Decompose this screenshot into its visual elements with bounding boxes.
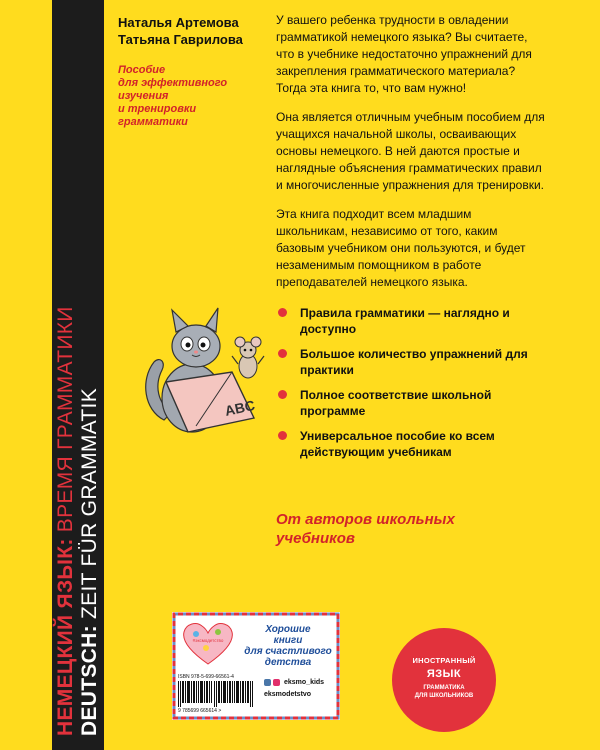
spine-title-russian-bold: НЕМЕЦКИЙ ЯЗЫК: — [54, 538, 77, 736]
spine-title-german — [78, 388, 102, 736]
heart-tag: #эксмодетство — [192, 638, 224, 643]
feature-item — [274, 428, 544, 460]
barcode-number: 9 785699 665614 > — [178, 708, 222, 714]
social-links — [264, 676, 338, 698]
author-name: Наталья Артемова — [118, 15, 239, 30]
spine-title-german-bold: DEUTSCH: — [78, 625, 101, 736]
subtitle-line: для эффективного — [118, 77, 228, 89]
spine-title-russian-light: ВРЕМЯ ГРАММАТИКИ — [54, 306, 77, 539]
bullet-dot-icon — [278, 308, 287, 317]
author-name: Татьяна Гаврилова — [118, 32, 243, 47]
feature-item — [274, 387, 544, 419]
social-site: eksmodetstvo — [264, 691, 312, 698]
sticker-tagline — [242, 624, 334, 668]
subtitle-line: Пособие — [118, 64, 166, 76]
barcode-block — [178, 674, 258, 716]
from-authors-tagline: От авторов школьных учебников — [276, 511, 455, 547]
book-subtitle — [118, 64, 258, 129]
bullet-dot-icon — [278, 431, 287, 440]
publisher-sticker — [172, 612, 340, 720]
subtitle-line: изучения — [118, 90, 169, 102]
cat-mouse-illustration — [136, 300, 276, 450]
tagline-line: Хорошие — [265, 624, 311, 635]
badge-top: ИНОСТРАННЫЙ — [412, 656, 476, 665]
spine-title — [52, 0, 104, 750]
feature-text: Универсальное пособие ко всем действующим учебникам — [300, 429, 495, 459]
spine-title-russian — [54, 306, 78, 736]
feature-text: Большое количество упражнений для практики — [300, 347, 528, 377]
description-paragraph: У вашего ребенка трудности в овладении грамматикой немецкого языка? Вы считаете, что в учебнике недостаточно упражнений для закрепления грамматического материала? Тогда эта книга то, что вам нужно! — [276, 13, 532, 95]
badge-mid: ЯЗЫК — [426, 668, 462, 680]
badge-bottom-line: ДЛЯ ШКОЛЬНИКОВ — [414, 693, 474, 699]
vk-icon — [264, 679, 271, 686]
bullet-dot-icon — [278, 349, 287, 358]
social-row — [264, 676, 338, 688]
instagram-icon — [273, 679, 280, 686]
subtitle-line: и тренировки — [118, 103, 197, 115]
social-handle: eksmo_kids — [284, 678, 325, 686]
feature-item — [274, 346, 544, 378]
isbn: ISBN 978-5-699-66561-4 — [178, 674, 234, 680]
bullet-dot-icon — [278, 390, 287, 399]
tagline-line: книги — [273, 635, 303, 646]
feature-item — [274, 305, 544, 337]
description-paragraph: Эта книга подходит всем младшим школьникам, независимо от того, каким базовым учебником они пользуются, и будет незаменимым помощником в работе преподавателей немецкого языка. — [276, 207, 526, 289]
feature-text: Полное соответствие школьной программе — [300, 388, 492, 418]
authors — [118, 14, 243, 48]
subtitle-line: грамматики — [118, 116, 188, 128]
features-list — [274, 305, 544, 469]
description — [276, 12, 546, 303]
tagline-line: для счастливого — [244, 646, 332, 657]
spine-title-german-light: ZEIT FÜR GRAMMATIK — [78, 388, 101, 626]
barcode-icon — [178, 681, 256, 707]
book-letters: ABC — [223, 396, 257, 419]
badge-bottom-line: ГРАММАТИКА — [423, 685, 465, 691]
description-paragraph: Она является отличным учебным пособием для учащихся начальной школы, осваивающих основы немецкого. В ней даются простые и наглядные объяснения грамматических правил и многочисленные упражнения для тренировки. — [276, 110, 545, 192]
feature-text: Правила грамматики — наглядно и доступно — [300, 306, 510, 336]
tagline-line: детства — [264, 657, 312, 668]
heart-icon — [180, 620, 236, 666]
badge-bottom — [392, 684, 496, 700]
series-badge — [392, 628, 496, 732]
